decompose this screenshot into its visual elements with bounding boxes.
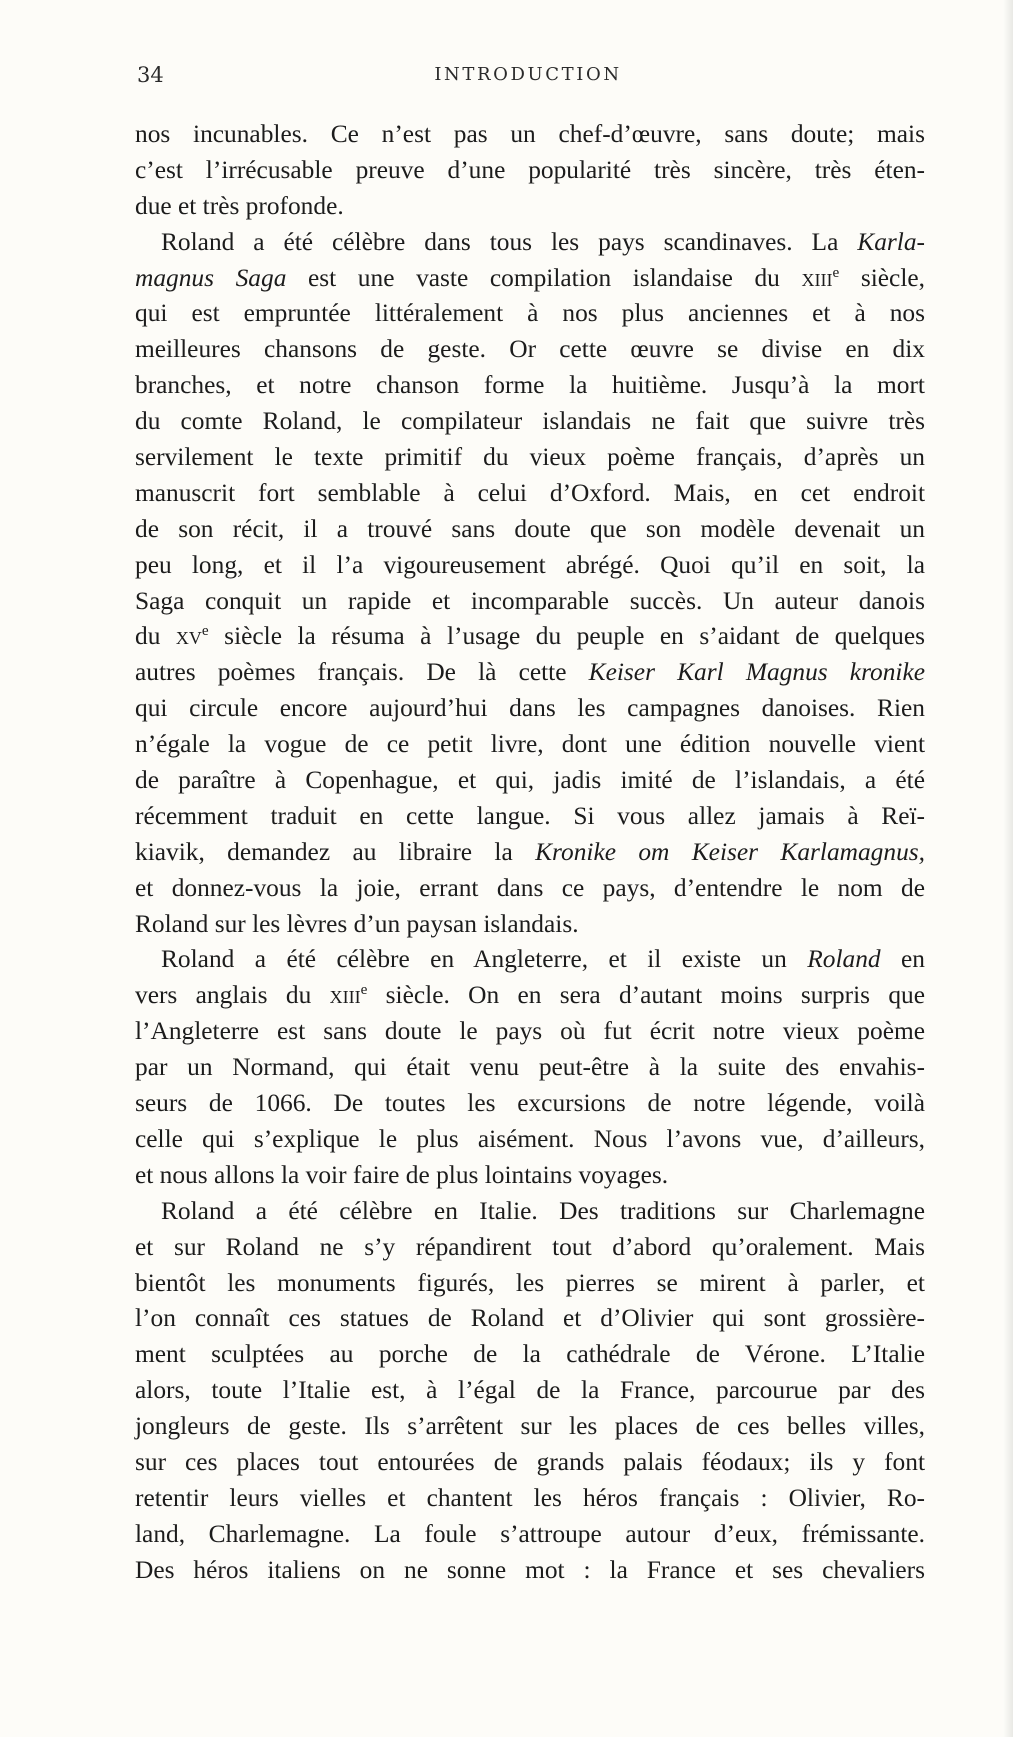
italic-title: Roland — [807, 945, 881, 974]
italic-title: Keiser Karl Magnus kronike — [588, 658, 925, 687]
text-run: celle qui s’explique le plus aisément. Nous l’avons vue, d’ailleurs, — [135, 1124, 925, 1153]
text-line — [135, 1337, 925, 1373]
text-line — [135, 763, 925, 799]
text-line — [135, 548, 925, 584]
text-run: sur ces places tout entourées de grands palais féodaux; ils y font — [135, 1447, 925, 1476]
italic-title: Kronike om Keiser Karlamagnus, — [535, 837, 925, 866]
text-run: l’on connaît ces statues de Roland et d’Olivier qui sont grossière- — [135, 1304, 925, 1333]
text-run: du comte Roland, le compilateur islandais ne fait que suivre très — [135, 407, 925, 436]
text-run: Roland a été célèbre en Angleterre, et il existe un — [161, 945, 808, 974]
text-run: Roland a été célèbre en Italie. Des traditions sur Charlemagne — [161, 1196, 925, 1225]
text-run: et sur Roland ne s’y répandirent tout d’abord qu’oralement. Mais — [135, 1232, 925, 1261]
text-run: meilleures chansons de geste. Or cette œuvre se divise en dix — [135, 335, 925, 364]
text-line — [135, 1266, 925, 1302]
text-run: Roland a été célèbre dans tous les pays scandinaves. La — [161, 227, 858, 256]
text-line — [135, 1517, 925, 1553]
text-run: servilement le texte primitif du vieux poème français, d’après un — [135, 443, 925, 472]
text-run: récemment traduit en cette langue. Si vous allez jamais à Reï- — [135, 801, 925, 830]
text-line — [135, 978, 925, 1014]
text-line — [135, 799, 925, 835]
italic-title: Karla- — [857, 227, 925, 256]
text-run: et nous allons la voir faire de plus lointains voyages. — [135, 1160, 669, 1189]
text-run: du — [135, 622, 176, 651]
text-run: bientôt les monuments figurés, les pierres se mirent à parler, et — [135, 1268, 925, 1297]
text-run: en — [880, 945, 925, 974]
text-line — [135, 225, 925, 261]
text-line — [135, 512, 925, 548]
text-line — [135, 261, 925, 297]
superscript: e — [832, 263, 840, 281]
body-text — [135, 117, 925, 1589]
text-line — [135, 404, 925, 440]
text-line — [135, 1050, 925, 1086]
text-line — [135, 1301, 925, 1337]
text-run: vers anglais du — [135, 981, 330, 1010]
page-number: 34 — [137, 63, 164, 87]
roman-numeral: xv — [175, 622, 202, 651]
text-run: et donnez-vous la joie, errant dans ce pays, d’entendre le nom de — [135, 873, 925, 902]
text-run: manuscrit fort semblable à celui d’Oxford. Mais, en cet endroit — [135, 478, 925, 507]
text-line — [135, 691, 925, 727]
text-run: land, Charlemagne. La foule s’attroupe autour d’eux, frémissante. — [135, 1519, 925, 1548]
page-edge-shadow — [1003, 0, 1013, 1737]
text-line — [135, 1194, 925, 1230]
text-run: branches, et notre chanson forme la huitième. Jusqu’à la mort — [135, 371, 925, 400]
text-run: peu long, et il l’a vigoureusement abrégé. Quoi qu’il en soit, la — [135, 550, 925, 579]
text-run: de paraître à Copenhague, et qui, jadis imité de l’islandais, a été — [135, 766, 925, 795]
text-run: siècle. On en sera d’autant moins surpris que — [367, 981, 926, 1010]
text-run: par un Normand, qui était venu peut-être à la suite des envahis- — [135, 1053, 925, 1082]
roman-numeral: xiii — [329, 981, 361, 1010]
text-line — [135, 1409, 925, 1445]
text-line — [135, 1553, 925, 1589]
text-run: alors, toute l’Italie est, à l’égal de la France, parcourue par des — [135, 1376, 925, 1405]
text-line — [135, 835, 925, 871]
text-run: qui circule encore aujourd’hui dans les campagnes danoises. Rien — [135, 694, 925, 723]
text-line — [135, 584, 925, 620]
text-run: siècle la résuma à l’usage du peuple en s’aidant de quelques — [208, 622, 925, 651]
text-line — [135, 296, 925, 332]
text-line — [135, 476, 925, 512]
text-line — [135, 1230, 925, 1266]
text-line — [135, 1373, 925, 1409]
text-run: seurs de 1066. De toutes les excursions de notre légende, voilà — [135, 1089, 925, 1118]
text-run: l’Angleterre est sans doute le pays où fut écrit notre vieux poème — [135, 1017, 925, 1046]
text-run: n’égale la vogue de ce petit livre, dont une édition nouvelle vient — [135, 730, 925, 759]
text-run: siècle, — [839, 263, 925, 292]
text-run: retentir leurs vielles et chantent les héros français : Olivier, Ro- — [135, 1483, 925, 1512]
superscript: e — [360, 981, 368, 999]
text-line — [135, 1481, 925, 1517]
text-line — [135, 942, 925, 978]
text-line — [135, 871, 925, 907]
text-line — [135, 1158, 925, 1194]
text-run: de son récit, il a trouvé sans doute que son modèle devenait un — [135, 514, 925, 543]
page-header — [137, 63, 919, 93]
text-run: Des héros italiens on ne sonne mot : la France et ses chevaliers — [135, 1555, 925, 1584]
text-run: Roland sur les lèvres d’un paysan islandais. — [135, 909, 579, 938]
text-run: jongleurs de geste. Ils s’arrêtent sur les places de ces belles villes, — [135, 1412, 925, 1441]
roman-numeral: xiii — [801, 263, 833, 292]
text-line — [135, 153, 925, 189]
text-run: c’est l’irrécusable preuve d’une popularité très sincère, très éten- — [135, 155, 925, 184]
text-run: est une vaste compilation islandaise du — [286, 263, 802, 292]
text-line — [135, 368, 925, 404]
text-line — [135, 189, 925, 225]
text-run: due et très profonde. — [135, 191, 344, 220]
text-line — [135, 1086, 925, 1122]
text-line — [135, 619, 925, 655]
text-line — [135, 1122, 925, 1158]
text-run: qui est empruntée littéralement à nos plus anciennes et à nos — [135, 299, 925, 328]
text-line — [135, 332, 925, 368]
superscript: e — [201, 622, 209, 640]
text-line — [135, 655, 925, 691]
text-line — [135, 440, 925, 476]
text-run: Saga conquit un rapide et incomparable succès. Un auteur danois — [135, 586, 925, 615]
text-run: autres poèmes français. De là cette — [135, 658, 589, 687]
text-line — [135, 727, 925, 763]
text-line — [135, 907, 925, 943]
text-run: kiavik, demandez au libraire la — [135, 837, 536, 866]
italic-title: magnus Saga — [135, 263, 287, 292]
text-line — [135, 1014, 925, 1050]
text-run: nos incunables. Ce n’est pas un chef-d’œuvre, sans doute; mais — [135, 120, 925, 148]
text-line — [135, 1445, 925, 1481]
text-run: ment sculptées au porche de la cathédrale de Vérone. L’Italie — [135, 1340, 925, 1369]
running-title: INTRODUCTION — [434, 64, 622, 85]
text-line — [135, 117, 925, 153]
